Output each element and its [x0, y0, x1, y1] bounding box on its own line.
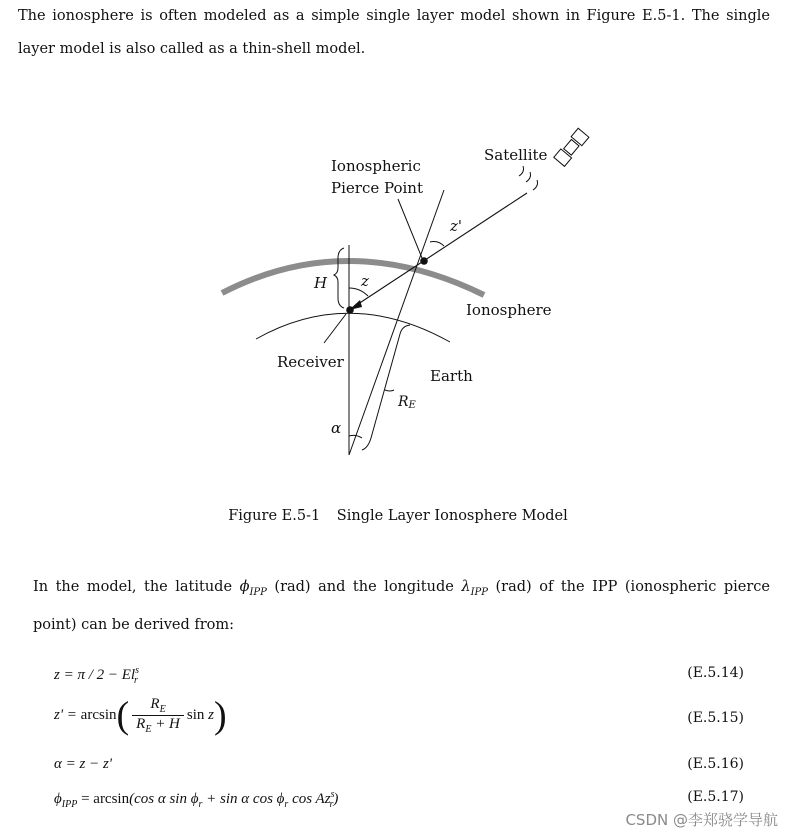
label-pierce-point: Pierce Point	[331, 179, 423, 197]
label-h: H	[314, 274, 328, 292]
earth-surface-arc	[256, 313, 450, 342]
intro-paragraph: The ionosphere is often modeled as a simple single layer model shown in Figure E.5-1. The single layer model is also called as a thin-shell model.	[18, 8, 770, 57]
label-alpha: α	[331, 419, 342, 437]
z-prime-angle-arc	[430, 242, 444, 247]
body-text-mid: (rad) and the longitude	[266, 579, 462, 595]
figure-caption	[0, 508, 796, 524]
ipp-radius-line	[349, 190, 444, 455]
equation-e5-16	[54, 756, 744, 788]
phi-subscript: IPP	[249, 586, 267, 598]
label-z: z	[361, 272, 369, 290]
body-paragraph	[33, 571, 770, 642]
equation-e5-17-expression: $\phi_{IPP} = \arcsin(\cos$ α $\sin \phi_r + \sin \alpha$ $\cos \phi_r$ $\cos Az^s_r$)	[54, 789, 339, 810]
figure-caption-title: Single Layer Ionosphere Model	[336, 508, 568, 524]
lambda-subscript: IPP	[470, 586, 488, 598]
signal-wave-icon	[519, 166, 538, 190]
label-ionospheric: Ionospheric	[331, 157, 421, 175]
body-text-before: In the model, the latitude	[33, 579, 240, 595]
equation-e5-14	[54, 665, 744, 697]
re-brace	[362, 325, 410, 450]
equation-e5-15-tag: (E.5.15)	[687, 710, 744, 726]
figure-caption-number: Figure E.5-1	[228, 508, 321, 524]
signal-path-line	[349, 193, 527, 310]
csdn-watermark: CSDN @李郑骁学导航	[625, 811, 778, 829]
body-text-after: (rad) of the IPP (ionospheric pierce point) can be derived from:	[33, 579, 770, 633]
label-z-prime: z'	[450, 217, 463, 235]
equation-e5-14-tag: (E.5.14)	[687, 665, 744, 681]
re-brace-tip	[385, 390, 394, 391]
equation-e5-16-tag: (E.5.16)	[687, 756, 744, 772]
receiver-point	[346, 306, 354, 314]
label-re: RE	[398, 394, 416, 411]
equation-e5-14-expression: $z = \pi / 2 - El^s_r$	[54, 665, 139, 686]
equation-e5-15-expression: z' = arcsin( $\frac{R_E}{R_E + H}$ sin z)	[54, 694, 227, 737]
ionosphere-arc	[222, 261, 484, 295]
h-brace	[334, 248, 344, 308]
ipp-point	[420, 257, 428, 265]
receiver-leader-line	[324, 314, 346, 343]
phi-symbol: ϕ	[239, 579, 250, 595]
label-ionosphere: Ionosphere	[466, 301, 552, 319]
ipp-leader-line	[398, 199, 422, 258]
equation-e5-16-expression: α = z − z'	[54, 756, 113, 772]
equation-e5-15	[54, 696, 744, 748]
single-layer-ionosphere-diagram	[0, 120, 796, 470]
lambda-symbol: λ	[461, 579, 471, 595]
equation-e5-17-tag: (E.5.17)	[687, 789, 744, 805]
satellite-icon	[554, 128, 589, 166]
label-satellite: Satellite	[484, 146, 548, 164]
label-receiver: Receiver	[277, 353, 344, 371]
label-earth: Earth	[430, 367, 473, 385]
